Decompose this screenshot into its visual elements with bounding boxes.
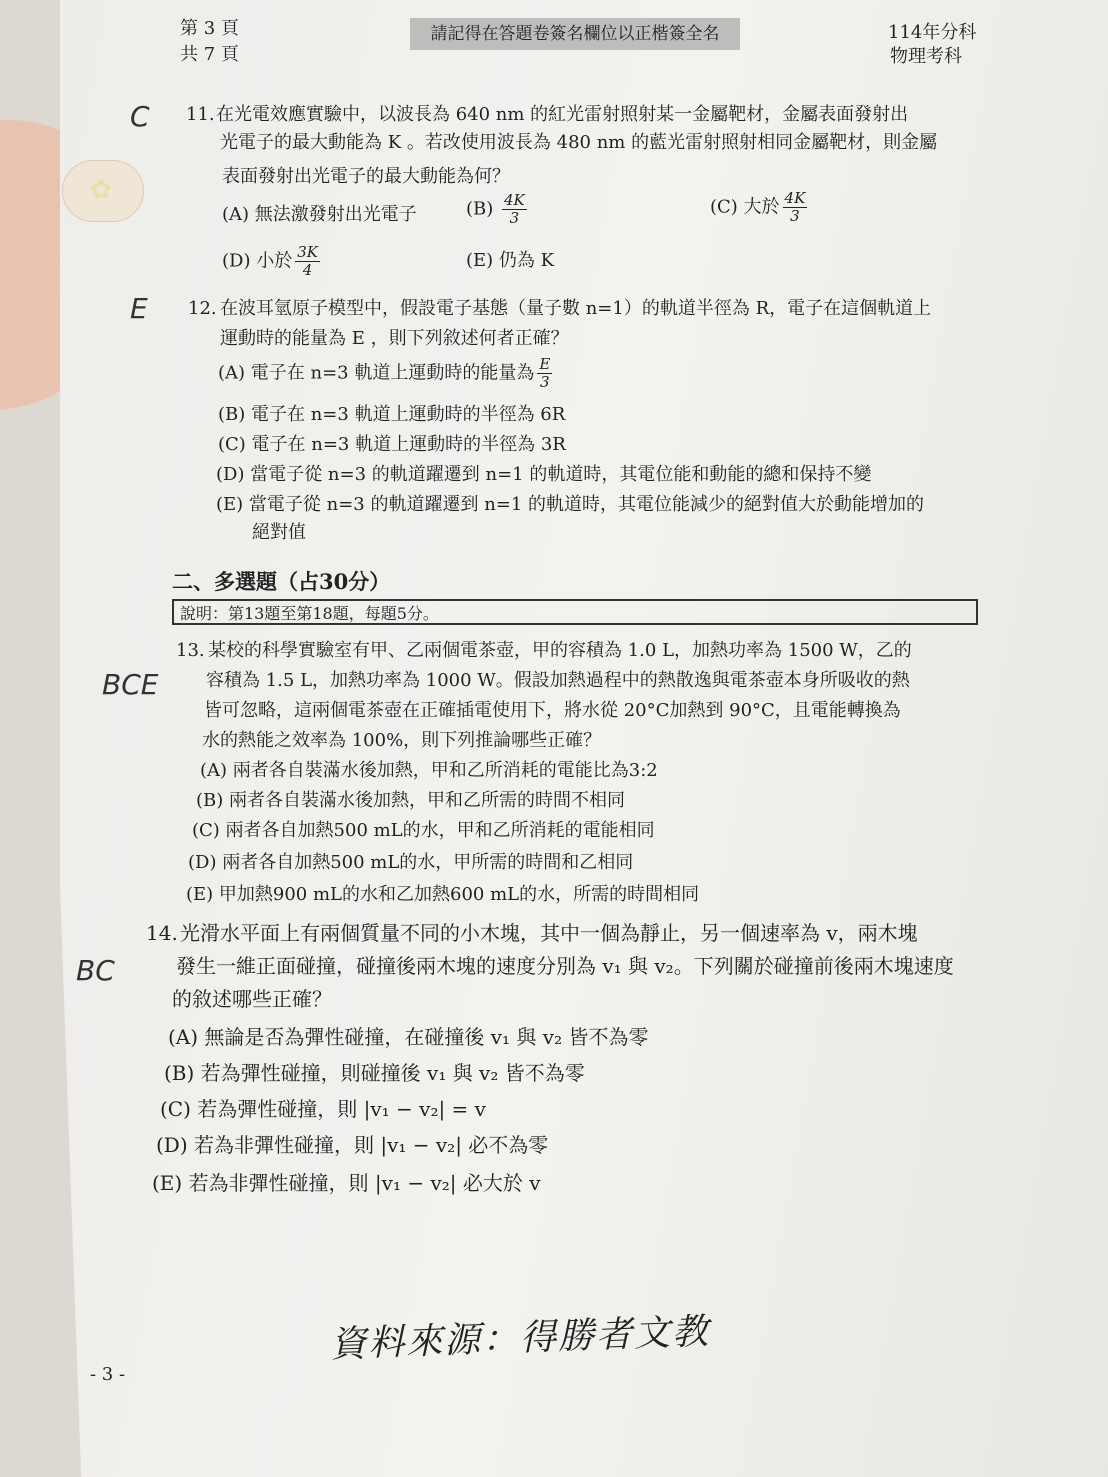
option-a: (A) 無論是否為彈性碰撞，在碰撞後 v₁ 與 v₂ 皆不為零 [168, 1025, 649, 1049]
subject-label: 物理考科 [890, 46, 962, 67]
option-c: (C) 兩者各自加熱500 mL的水，甲和乙所消耗的電能相同 [192, 820, 655, 841]
question-text: 表面發射出光電子的最大動能為何？ [222, 166, 510, 187]
question-text: 某校的科學實驗室有甲、乙兩個電茶壺，甲的容積為 1.0 L，加熱功率為 1500 W，乙的 [208, 640, 912, 661]
nail-flower-decoration: ✿ [90, 175, 112, 205]
handwritten-answer: BC [76, 954, 115, 987]
question-number: 12. [188, 298, 217, 319]
question-number: 13. [176, 640, 205, 661]
handwritten-answer: BCE [102, 668, 159, 701]
section-title: 二、多選題（占30分） [172, 569, 391, 594]
question-text: 在波耳氫原子模型中，假設電子基態（量子數 n=1）的軌道半徑為 R，電子在這個軌道上 [220, 298, 932, 319]
option-c: (C) 若為彈性碰撞，則 |v₁ − v₂| = v [160, 1097, 486, 1121]
option-a: (A) 電子在 n=3 軌道上運動時的能量為 $\frac{E}{3}$ [218, 355, 551, 391]
question-number: 11. [186, 104, 215, 125]
option-e-continued: 絕對值 [252, 522, 306, 543]
option-d: (D) 若為非彈性碰撞，則 |v₁ − v₂| 必不為零 [156, 1133, 549, 1157]
option-e: (E) 仍為 K [466, 250, 555, 271]
question-text: 運動時的能量為 E ，則下列敘述何者正確？ [220, 328, 569, 349]
exam-year: 114年分科 [888, 22, 977, 43]
option-d: (D) 當電子從 n=3 的軌道躍遷到 n=1 的軌道時，其電位能和動能的總和保持不變 [216, 464, 872, 485]
option-e: (E) 若為非彈性碰撞，則 |v₁ − v₂| 必大於 v [152, 1171, 541, 1195]
option-b: (B) 若為彈性碰撞，則碰撞後 v₁ 與 v₂ 皆不為零 [164, 1061, 585, 1085]
option-b: (B) 電子在 n=3 軌道上運動時的半徑為 6R [218, 404, 566, 425]
question-text: 發生一維正面碰撞，碰撞後兩木塊的速度分別為 v₁ 與 v₂。下列關於碰撞前後兩木塊速度 [176, 954, 954, 978]
handwritten-answer: C [130, 100, 150, 133]
option-d: (D) 小於 $\frac{3K}{4}$ [222, 243, 318, 279]
handwritten-source-note: 資料來源：得勝者文教 [329, 1311, 711, 1366]
page-number: - 3 - [90, 1364, 126, 1385]
page-label: 第 3 頁 [180, 18, 239, 39]
question-text: 水的熱能之效率為 100%，則下列推論哪些正確？ [202, 730, 602, 751]
option-a: (A) 兩者各自裝滿水後加熱，甲和乙所消耗的電能比為3:2 [200, 760, 658, 781]
option-d: (D) 兩者各自加熱500 mL的水，甲所需的時間和乙相同 [188, 852, 634, 873]
option-b: (B) $\frac{4K}{3}$ [466, 191, 525, 227]
question-text: 皆可忽略，這兩個電茶壺在正確插電使用下，將水從 20°C加熱到 90°C，且電能轉換為 [204, 700, 901, 721]
signature-reminder-banner: 請記得在答題卷簽名欄位以正楷簽全名 [410, 18, 740, 50]
section-note: 說明：第13題至第18題，每題5分。 [172, 599, 978, 625]
total-pages-label: 共 7 頁 [180, 44, 239, 65]
question-text: 在光電效應實驗中，以波長為 640 nm 的紅光雷射照射某一金屬靶材，金屬表面發射出 [216, 104, 909, 125]
option-c: (C) 電子在 n=3 軌道上運動時的半徑為 3R [218, 434, 566, 455]
option-b: (B) 兩者各自裝滿水後加熱，甲和乙所需的時間不相同 [196, 790, 625, 811]
handwritten-answer: E [130, 292, 148, 325]
option-e: (E) 當電子從 n=3 的軌道躍遷到 n=1 的軌道時，其電位能減少的絕對值大於動能增加的 [216, 494, 925, 515]
question-number: 14. [146, 921, 178, 945]
option-a: (A) 無法激發射出光電子 [222, 204, 417, 225]
option-c: (C) 大於 $\frac{4K}{3}$ [710, 189, 806, 225]
question-text: 光電子的最大動能為 K 。若改使用波長為 480 nm 的藍光雷射照射相同金屬靶材，則金屬 [220, 132, 938, 153]
question-text: 的敘述哪些正確？ [172, 987, 332, 1011]
question-text: 容積為 1.5 L，加熱功率為 1000 W。假設加熱過程中的熱散逸與電茶壺本身所吸收的熱 [206, 670, 910, 691]
option-e: (E) 甲加熱900 mL的水和乙加熱600 mL的水，所需的時間相同 [186, 884, 700, 905]
question-text: 光滑水平面上有兩個質量不同的小木塊，其中一個為靜止，另一個速率為 v，兩木塊 [180, 921, 918, 945]
